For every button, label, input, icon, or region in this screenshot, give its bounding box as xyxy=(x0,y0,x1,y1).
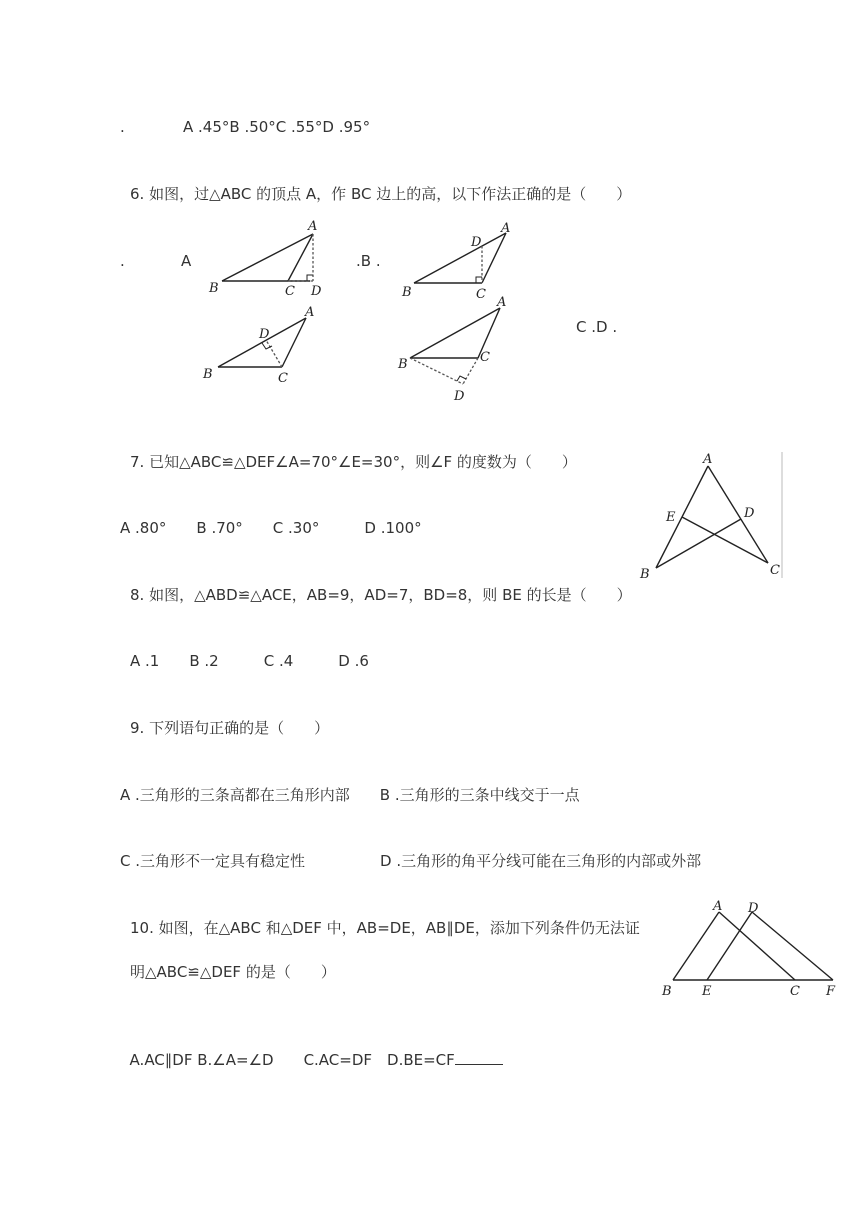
q6c-side-ab xyxy=(218,318,306,367)
q6-dot: . xyxy=(120,252,125,270)
q6b-label-a: A xyxy=(501,221,511,236)
q10-figure xyxy=(655,898,845,1002)
q6a-label-a: A xyxy=(308,219,318,234)
q6-option-cd: C .D . xyxy=(576,318,618,336)
q10-stem-line2: 明△ABC≌△DEF 的是（ ） xyxy=(130,963,336,981)
q6a-label-b: B xyxy=(209,281,219,296)
q10-label-b: B xyxy=(662,984,672,999)
q9-options-line1: A .三角形的三条高都在三角形内部 B .三角形的三条中线交于一点 xyxy=(120,786,580,804)
q6c-height-cd xyxy=(266,340,282,367)
q6b-side-ac xyxy=(482,233,506,283)
q7-label-b: B xyxy=(640,567,650,582)
q10-label-f: F xyxy=(826,984,836,999)
q7-label-e: E xyxy=(666,510,676,525)
q6c-label-c: C xyxy=(278,371,288,386)
q6b-right-angle-mark xyxy=(476,277,482,283)
q6-figure-a xyxy=(200,218,340,300)
q10-label-a: A xyxy=(713,899,723,914)
q6a-label-d: D xyxy=(311,284,322,299)
q5-options: A .45°B .50°C .55°D .95° xyxy=(183,118,371,136)
q6c-label-b: B xyxy=(203,367,213,382)
q7-label-c: C xyxy=(770,563,780,578)
q6-stem: 6. 如图，过△ABC 的顶点 A，作 BC 边上的高，以下作法正确的是（ ） xyxy=(130,185,632,203)
q5-dot: . xyxy=(120,118,125,136)
q6d-extension-bd xyxy=(410,358,463,384)
q9-stem: 9. 下列语句正确的是（ ） xyxy=(130,719,330,737)
q6b-side-ab xyxy=(414,233,506,283)
q7-figure xyxy=(630,448,790,584)
q6a-right-angle-mark xyxy=(307,275,313,281)
q6-option-b: .B . xyxy=(356,252,381,270)
q6d-label-a: A xyxy=(497,295,507,310)
q7-options: A .80° B .70° C .30° D .100° xyxy=(120,519,422,537)
q6c-label-d: D xyxy=(259,327,270,342)
q7-side-ac xyxy=(708,466,768,563)
q6a-label-c: C xyxy=(285,284,295,299)
q9-options-line2: C .三角形不一定具有稳定性 D .三角形的角平分线可能在三角形的内部或外部 xyxy=(120,852,702,870)
q8-stem: 8. 如图，△ABD≌△ACE，AB=9，AD=7，BD=8，则 BE 的长是（ ） xyxy=(130,586,632,604)
answer-blank xyxy=(455,1050,503,1065)
q8-options: A .1 B .2 C .4 D .6 xyxy=(130,652,369,670)
q6b-label-d: D xyxy=(471,235,482,250)
q10-side-ac xyxy=(719,912,795,980)
q6-figure-c xyxy=(196,298,326,388)
q6a-side-ab xyxy=(222,234,313,281)
q6-figure-b xyxy=(396,218,526,300)
q6d-height-ad xyxy=(463,358,478,384)
q10-side-df xyxy=(752,912,833,980)
q10-options: A.AC∥DF B.∠A=∠D C.AC=DF D.BE=CF xyxy=(129,1051,455,1069)
q10-label-e: E xyxy=(702,984,712,999)
q7-segment-ec xyxy=(682,517,768,563)
q6c-label-a: A xyxy=(305,305,315,320)
q10-label-d: D xyxy=(748,901,759,916)
q10-label-c: C xyxy=(790,984,800,999)
q7-stem: 7. 已知△ABC≌△DEF∠A=70°∠E=30°，则∠F 的度数为（ ） xyxy=(130,453,577,471)
q6d-label-b: B xyxy=(398,357,408,372)
q6b-label-b: B xyxy=(402,285,412,300)
q6-option-a: A xyxy=(181,252,192,270)
q10-options-row xyxy=(120,1030,503,1070)
q7-label-a: A xyxy=(703,452,713,467)
q6c-right-angle-mark xyxy=(262,343,272,349)
q10-side-ab xyxy=(673,912,719,980)
q6-figure-d xyxy=(390,292,520,404)
q10-stem-line1: 10. 如图，在△ABC 和△DEF 中，AB=DE，AB∥DE，添加下列条件仍无法证 xyxy=(130,919,640,937)
q7-label-d: D xyxy=(744,506,755,521)
q6d-label-c: C xyxy=(480,350,490,365)
q6d-right-angle-mark xyxy=(457,376,466,381)
q6d-label-d: D xyxy=(454,389,465,404)
q6b-label-c: C xyxy=(476,287,486,302)
